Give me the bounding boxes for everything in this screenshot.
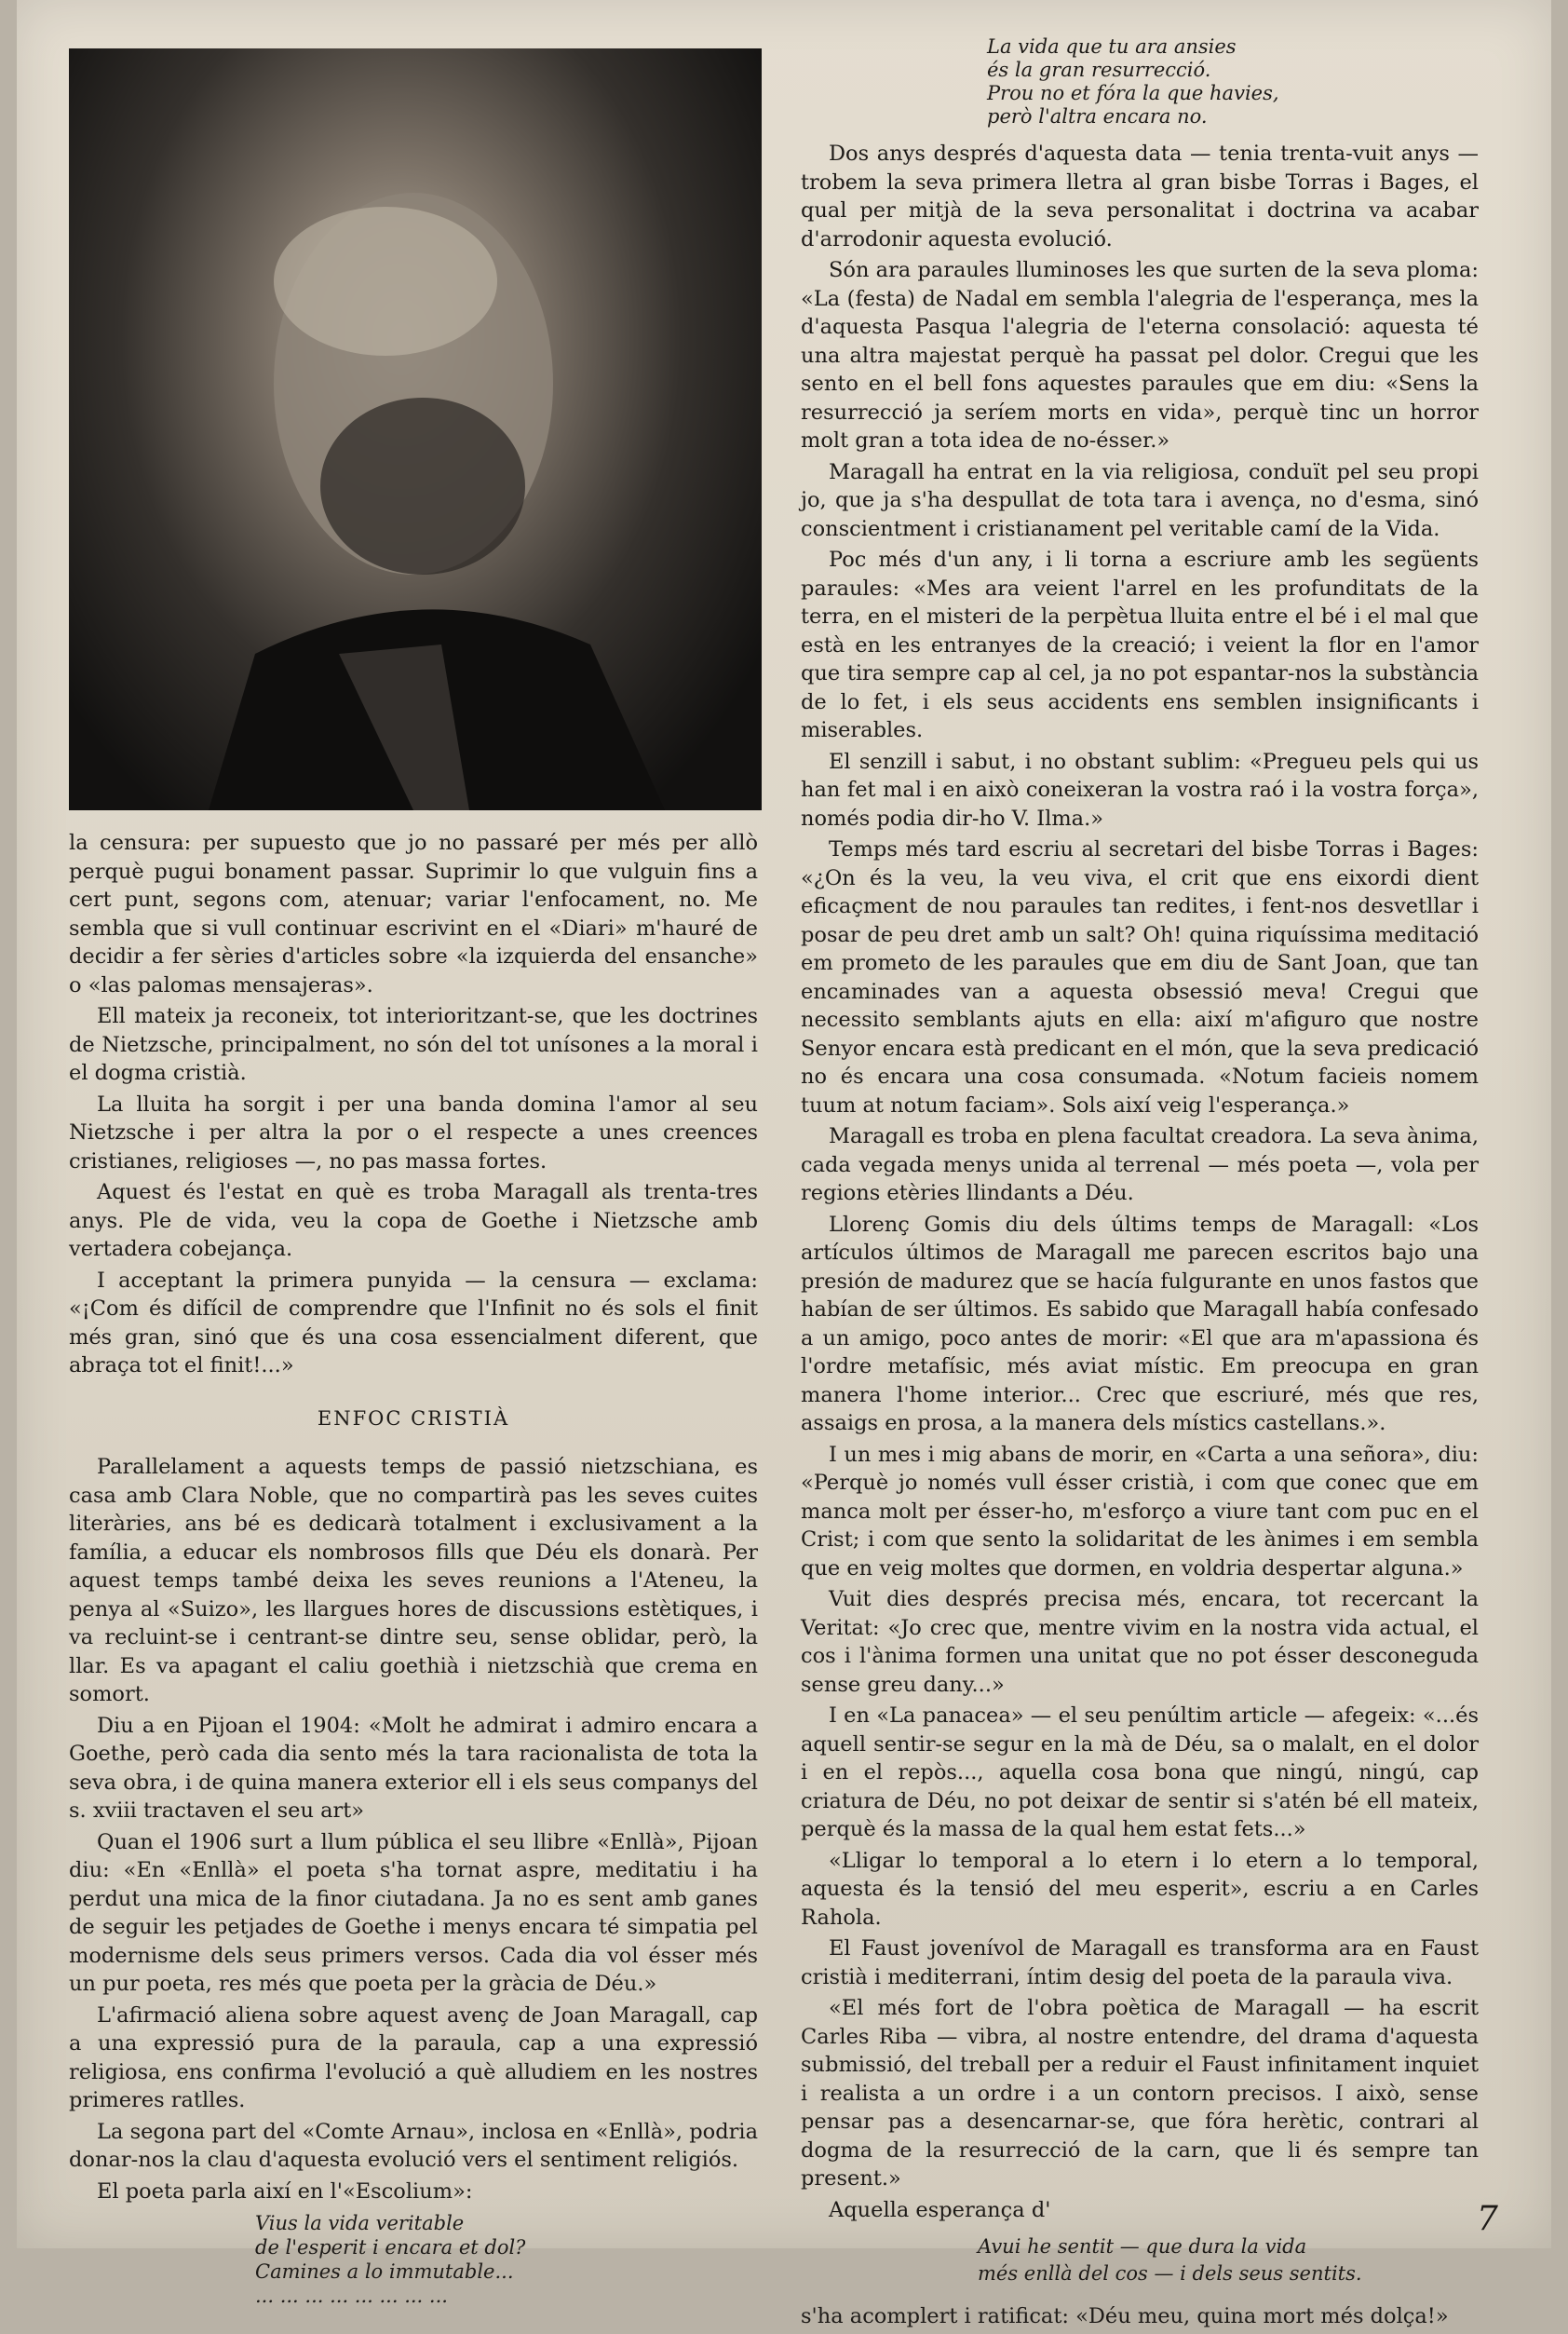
paragraph: Maragall ha entrat en la via religiosa, conduït pel seu propi jo, que ja s'ha despullat de tota tara i avença, no d'esma, sinó conscientment i cristianament pel veritable camí de la Vida. [801, 459, 1479, 541]
paragraph: El Faust jovenívol de Maragall es transforma ara en Faust cristià i mediterrani, íntim desig del poeta de la paraula viva. [801, 1936, 1479, 1989]
verse-line: però l'altra encara no. [987, 105, 1208, 128]
paragraph: La lluita ha sorgit i per una banda domina l'amor al seu Nietzsche i per altra la por o el respecte a unes creences cristianes, religioses —, no pas massa fortes. [69, 1092, 758, 1174]
paragraph: Són ara paraules lluminoses les que surten de la seva ploma: «La (festa) de Nadal em sembla l'alegria de l'esperança, mes la d'aquesta Pasqua l'alegria de l'eterna consolació: aquesta té una altra majestat perquè ha passat pel dolor. Cregui que les sento en el bell fons aquestes paraules que em diu: «Sens la resurrecció ja seríem morts en vida», perquè tinc un horror molt gran a tota idea de no-ésser.» [801, 258, 1479, 453]
closing-line: s'ha acomplert i ratificat: «Déu meu, quina mort més dolça!» [801, 2304, 1449, 2328]
paragraph: Vuit dies després precisa més, encara, tot recercant la Veritat: «Jo crec que, mentre vivim en la nostra vida actual, el cos i l'ànima formen una unitat que no pot ésser desconeguda sense greu dany...» [801, 1587, 1479, 1697]
paragraph: «Lligar lo temporal a lo etern i lo etern a lo temporal, aquesta és la tensió del meu esperit», escriu a en Carles Rahola. [801, 1848, 1479, 1930]
paragraph: L'afirmació aliena sobre aquest avenç de Joan Maragall, cap a una expressió pura de la paraula, cap a una expressió religiosa, ens confirma l'evolució a què alludiem en les nostres primeres ratlles. [69, 2002, 758, 2112]
verse-line: és la gran resurrecció. [987, 59, 1211, 81]
left-column [69, 829, 758, 2317]
paragraph: I un mes i mig abans de morir, en «Carta a una señora», diu: «Perquè jo només vull ésser cristià, i com que conec que em manca molt per ésser-ho, m'esforço a viure tant com puc en el Crist; i com que sento la solidaritat de les ànimes i em sembla que en veig moltes que dormen, en voldria despertar alguna.» [801, 1442, 1479, 1581]
right-column [801, 35, 1479, 2334]
paragraph: La segona part del «Comte Arnau», inclosa en «Enllà», podria donar-nos la clau d'aquesta evolució vers el sentiment religiós. [69, 2119, 758, 2172]
paragraph: Dos anys després d'aquesta data — tenia trenta-vuit anys — trobem la seva primera lletra al gran bisbe Torras i Bages, el qual per mitjà de la seva personalitat i doctrina va acabar d'arrodonir aquesta evolució. [801, 142, 1479, 251]
paragraph: Ell mateix ja reconeix, tot interioritzant-se, que les doctrines de Nietzsche, principalment, no són del tot unísones a la moral i el dogma cristià. [69, 1004, 758, 1085]
verse-line: Camines a lo immutable... [255, 2260, 514, 2283]
paragraph: I en «La panacea» — el seu penúltim article — afegeix: «...és aquell sentir-se segur en la mà de Déu, sa o malalt, en el dolor i en el repòs..., aquella cosa bona que ningú, ningú, cap criatura de Déu, no pot deixar de sentir si s'atén bé ell mateix, perquè és la massa de la qual hem estat fets...» [801, 1703, 1479, 1841]
paragraph: El senzill i sabut, i no obstant sublim: «Pregueu pels qui us han fet mal i en això coneixeran la vostra raó i la vostra força», només podia dir-ho V. Ilma.» [801, 749, 1479, 831]
paragraph: «El més fort de l'obra poètica de Maragall — ha escrit Carles Riba — vibra, al nostre entendre, del drama d'aquesta submissió, del treball per a reduir el Faust infinitament inquiet i realista a un ordre i a un contorn precisos. I això, sense pensar pas a desencarnar-se, que fóra herètic, contrari al dogma de la resurrecció de la carn, que li és sempre tan present.» [801, 1996, 1479, 2191]
verse-quote [801, 35, 1479, 129]
verse-quote [69, 2211, 758, 2308]
paragraph: Maragall es troba en plena facultat creadora. La seva ànima, cada vegada menys unida al terrenal — més poeta —, vola per regions etèries llindants a Déu. [801, 1124, 1479, 1205]
paragraph: Aquella esperança d' [829, 2197, 1051, 2222]
paragraph: la censura: per supuesto que jo no passaré per més per allò perquè pugui bonament passar. Suprimir lo que vulguin fins a cert punt, segons com, atenuar; variar l'enfocament, no. Me sembla que si vull continuar escrivint en el «Diari» m'hauré de decidir a fer sèries d'articles sobre «la izquierda del ensanche» o «las palomas mensajeras». [69, 831, 758, 997]
section-heading: ENFOC CRISTIÀ [317, 1406, 510, 1430]
verse-quote [801, 2233, 1479, 2287]
magazine-page [17, 0, 1551, 2328]
portrait-illustration [69, 48, 762, 810]
page-number: 7 [1477, 2200, 1498, 2238]
verse-line: Prou no et fóra la que havies, [987, 82, 1279, 104]
verse-line: de l'esperit i encara et dol? [255, 2236, 526, 2259]
verse-line: Vius la vida veritable [255, 2212, 465, 2234]
verse-line: més enllà del cos — i dels seus sentits. [978, 2262, 1362, 2285]
verse-line: Avui he sentit — que dura la vida [978, 2235, 1307, 2258]
paragraph: Temps més tard escriu al secretari del bisbe Torras i Bages: «¿On és la veu, la veu viva, el crit que ens eixordi dient eficaçment de nou paraules tan redites, i fent-nos desvetllar i posar de peu dret amb un salt? Oh! quina riquíssima meditació em prometo de les paraules que em diu de Sant Joan, que tan encaminades van a aquesta obsessió meva! Cregui que necessito semblants ajuts en ella: així m'afiguro que nostre Senyor encara està predicant en el món, que la seva predicació no és encara una cosa consumada. «Notum facieis nomem tuum at notum faciam». Sols així veig l'esperança.» [801, 837, 1479, 1118]
paragraph: Quan el 1906 surt a llum pública el seu llibre «Enllà», Pijoan diu: «En «Enllà» el poeta s'ha tornat aspre, meditatiu i ha perdut una mica de la finor ciutadana. Ja no es sent amb ganes de seguir les petjades de Goethe i menys encara té simpatia pel modernisme dels seus primers versos. Cada dia vol ésser més un pur poeta, res més que poeta per la gràcia de Déu.» [69, 1829, 758, 1996]
paragraph: El poeta parla així en l'«Escolium»: [97, 2178, 473, 2204]
portrait-photo [69, 48, 762, 810]
paragraph: Aquest és l'estat en què es troba Maragall als trenta-tres anys. Ple de vida, veu la copa de Goethe i Nietzsche amb vertadera cobejança. [69, 1180, 758, 1261]
paragraph: Parallelament a aquests temps de passió nietzschiana, es casa amb Clara Noble, que no compartirà pas les seves cuites literàries, ans bé es dedicarà totalment i exclusivament a la família, a educar els nombrosos fills que Déu els donarà. Per aquest temps també deixa les seves reunions a l'Ateneu, la penya al «Suizo», les llargues hores de discussions estètiques, i va recluint-se i centrant-se dintre seu, sense oblidar, però, la llar. Es va apagant el caliu goethià i nietzschià que crema en somort. [69, 1455, 758, 1706]
paragraph: Diu a en Pijoan el 1904: «Molt he admirat i admiro encara a Goethe, però cada dia sento més la tara racionalista de tota la seva obra, i de quina manera exterior ell i els seus companys del s. xviii tractaven el seu art» [69, 1713, 758, 1823]
paragraph: Poc més d'un any, i li torna a escriure amb les següents paraules: «Mes ara veient l'arrel en les profunditats de la terra, en el misteri de la perpètua lluita entre el bé i el mal que està en les entranyes de la creació; i veient la flor en l'amor que tira sempre cap al cel, ja no pot espantar-nos la substància de lo fet, i els seus accidents ens semblen insignificants i miserables. [801, 548, 1479, 742]
paragraph: I acceptant la primera punyida — la censura — exclama: «¡Com és difícil de comprendre que l'Infinit no és sols el finit més gran, sinó que és una cosa essencialment diferent, que abraça tot el finit!...» [69, 1268, 758, 1377]
paragraph: Llorenç Gomis diu dels últims temps de Maragall: «Los artículos últimos de Maragall me parecen escritos bajo una presión de madurez que se hacía fulgurante en unos fastos que habían de ser últimos. Es sabido que Maragall había confesado a un amigo, poco antes de morir: «El que ara m'apassiona és l'ordre metafísic, més aviat místic. Em preocupa en gran manera l'home interior... Crec que escriuré, més que res, assaigs en prosa, a la manera dels místics castellans.». [801, 1212, 1479, 1435]
verse-line: La vida que tu ara ansies [987, 35, 1237, 58]
verse-line: ... ... ... ... ... ... ... ... [255, 2285, 448, 2307]
